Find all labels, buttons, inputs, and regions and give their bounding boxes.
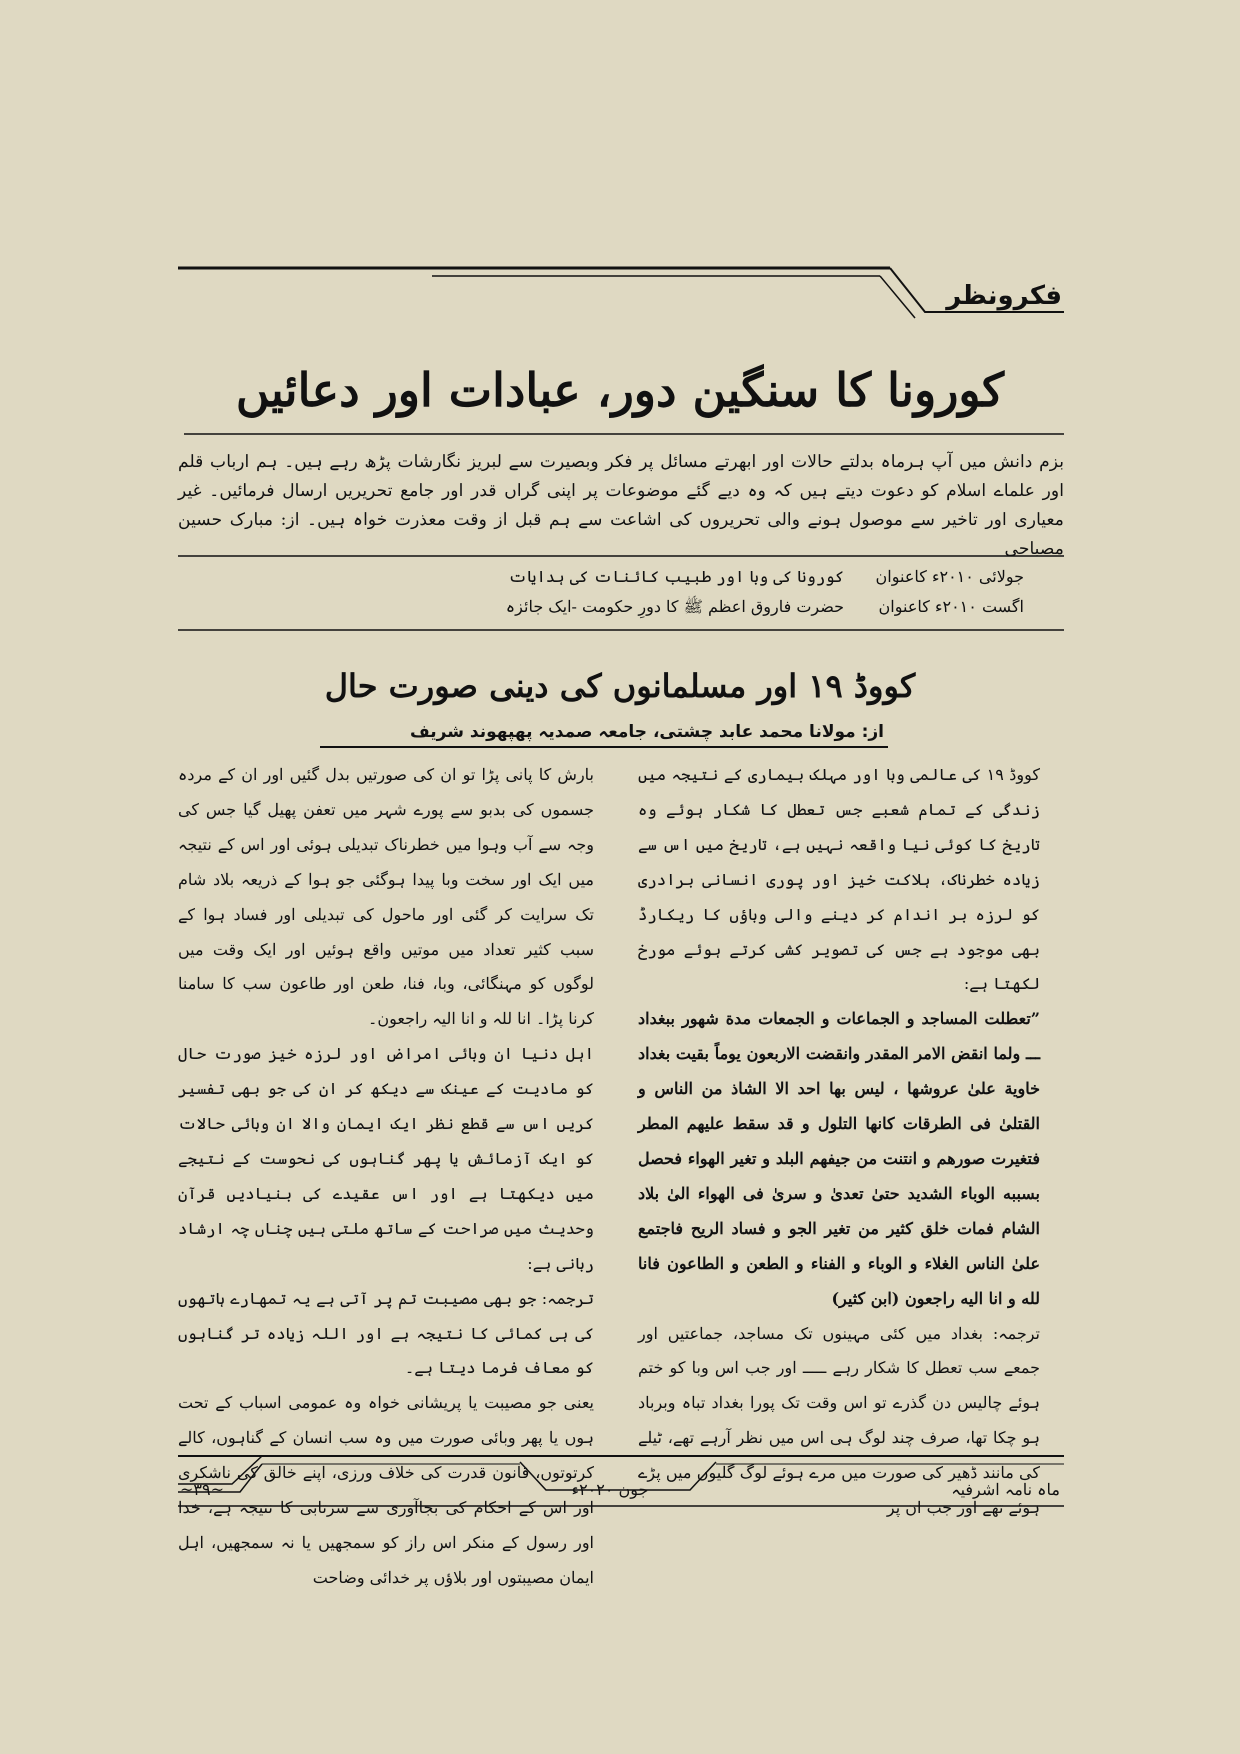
article-paragraph: ترجمہ: بغداد میں کئی مہینوں تک مساجد، جماعتیں اور جمعے سب تعطل کا شکار رہے ـــــ اور جب اس وبا کو ختم ہوئے چالیس دن گذرے تو اس وقت تک پورا بغداد تباہ وبرباد ہو چکا تھا، صرف چند لوگ ہی اس میں نظر آرہے تھے، ٹیلے کی مانند ڈھیر کی صورت میں مرے ہوئے لوگ گلیوں میں پڑے ہوئے تھے اور جب ان پر [638, 1323, 1040, 1518]
arabic-quotation: ”تعطلت المساجد و الجماعات و الجمعات مدة شهور ببغداد ـــ ولما انقض الامر المقدر وانقضت الاربعون يوماً بقيت بغداد خاوية علىٰ عروشها ، ليس بها احد الا الشاذ من الناس و القتلىٰ فی الطرقات کانها التلول و قد سقط عليهم المطر فتغيرت صورهم و انتنت من جيفهم البلد و تغير الهواء فحصل بسببه الوباء الشديد حتیٰ تعدیٰ و سریٰ فی الهواء الیٰ بلاد الشام فمات خلق کثير من تغير الجو و فساد الريح فاجتمع علیٰ الناس الغلاء و الوباء و الفناء و الطعن و الطاعون فانا لله و انا اليه راجعون (ابن کثیر) [638, 1009, 1040, 1308]
article-paragraph: یعنی جو مصیبت یا پریشانی خواہ وہ عمومی اسباب کے تحت ہوں یا پھر وبائی صورت میں وہ سب انسان کے گناہوں، کالے کرتوتوں، قانون قدرت کی خلاف ورزی، اپنے خالق کی ناشکری اور اس کے احکام کی بجاآوری سے سرتابی کا نتیجہ ہے، خدا اور رسول کے منکر اس راز کو سمجھیں یا نہ سمجھیں، اہل ایمان مصیبتوں اور بلاؤں پر خدائی وضاحت [178, 1393, 594, 1587]
section-label: فکرونظر [946, 281, 1062, 311]
article-paragraph: ترجمہ: جو بھی مصیبت تم پر آتی ہے یہ تمھارے ہاتھوں کی ہی کمائی کا نتیجہ ہے اور اللہ زیادہ تر گناہوں کو معاف فرما دیتا ہے۔ [178, 1288, 594, 1378]
article-byline: از: مولانا محمد عابد چشتی، جامعہ صمدیہ پھپھوند شریف [410, 722, 884, 742]
issue-date: جون ۲۰۲۰ء [571, 1480, 649, 1499]
topic-row [178, 592, 1024, 622]
intro-paragraph: بزم دانش میں آپ ہرماہ بدلتے حالات اور ابھرتے مسائل پر فکر وبصیرت سے لبریز نگارشات پڑھ رہے ہیں۔ ہم ارباب قلم اور علماے اسلام کو دعوت دیتے ہیں کہ وہ دیے گئے موضوعات پر اپنی گراں قدر اور جامع تحریریں ارسال فرمائیں۔ غیر معیاری اور تاخیر سے موصول ہونے والی تحریروں کی اشاعت سے ہم قبل از وقت معذرت خواہ ہیں۔ از: مبارک حسین مصباحی [178, 452, 1064, 559]
topic-month-label: اگست ۲۰۱۰ء کاعنوان [878, 597, 1024, 616]
article-paragraph: کووڈ ۱۹ کی عالمی وبا اور مہلک بیماری کے نتیجہ میں زندگی کے تمام شعبے جس تعطل کا شکار ہوئے وہ تاریخ کا کوئی نیا واقعہ نہیں ہے، تاریخ میں اس سے زیادہ خطرناک، ہلاکت خیز اور پوری انسانی برادری کو لرزہ بر اندام کر دینے والی وباؤں کا ریکارڈ بھی موجود ہے جس کی تصویر کشی کرتے ہوئے مورخ لکھتا ہے: [638, 765, 1040, 994]
main-title: کورونا کا سنگین دور، عبادات اور دعائیں [235, 363, 1005, 417]
topic-row [178, 562, 1024, 592]
magazine-name: ماہ نامہ اشرفیہ [951, 1480, 1060, 1499]
topic-title: کورونا کی وبا اور طبیب کائنات کی ہدایات [508, 567, 844, 586]
page-number: ~۳۹~ [180, 1480, 224, 1499]
article-paragraph: بارش کا پانی پڑا تو ان کی صورتیں بدل گئیں اور ان کے مردہ جسموں کی بدبو سے پورے شہر میں تعفن پھیل گیا جس کی وجہ سے آب وہوا میں خطرناک تبدیلی ہوئی اور اس کے نتیجہ میں ایک اور سخت وبا پیدا ہوگئی جو ہوا کے ذریعہ بلاد شام تک سرایت کر گئی اور ماحول کی تبدیلی اور فساد ہوا کے سبب کثیر تعداد میں موتیں واقع ہوئیں اور ایک وقت میں لوگوں کو مہنگائی، وبا، فنا، طعن اور طاعون سب کا سامنا کرنا پڑا۔ انا للہ و انا الیہ راجعون۔ [178, 765, 594, 1029]
upcoming-topics [178, 562, 1024, 622]
topic-title: حضرت فاروق اعظم ﷺ کا دورِ حکومت -ایک جائزہ [505, 597, 844, 616]
article-paragraph: اہل دنیا ان وبائی امراض اور لرزہ خیز صورت حال کو مادیت کے عینک سے دیکھ کر ان کی جو بھی تفسیر کریں اس سے قطع نظر ایک ایمان والا ان وبائی حالات کو ایک آزمائش یا پھر گناہوں کی نحوست کے نتیجے میں دیکھتا ہے اور اس عقیدے کی بنیادیں قرآن وحدیث میں صراحت کے ساتھ ملتی ہیں چناں چہ ارشاد ربانی ہے: [178, 1044, 594, 1273]
article-title: کووڈ ۱۹ اور مسلمانوں کی دینی صورت حال [324, 667, 916, 705]
topic-month-label: جولائی ۲۰۱۰ء کاعنوان [875, 567, 1024, 586]
